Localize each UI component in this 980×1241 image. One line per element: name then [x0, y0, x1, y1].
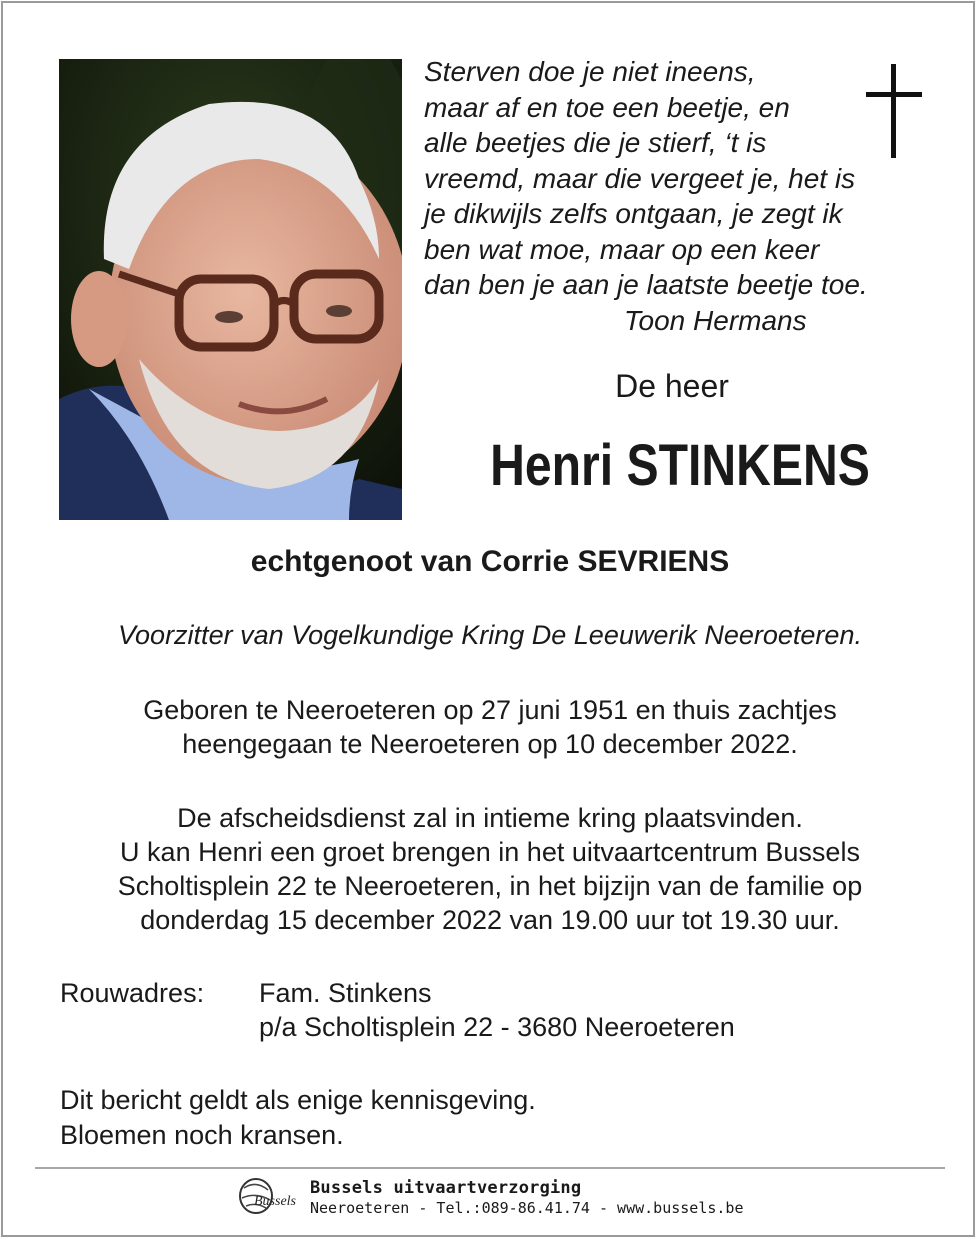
closing-notice: [60, 1083, 536, 1153]
cross-icon: [866, 64, 922, 158]
poem: [424, 54, 924, 338]
footer-divider: [35, 1167, 945, 1169]
poem-author: Toon Hermans: [624, 304, 807, 336]
address-line-2: p/a Scholtisplein 22 - 3680 Neeroeteren: [259, 1012, 735, 1042]
company-contact: Neeroeteren - Tel.:089-86.41.74 - www.bussels.be: [310, 1199, 744, 1217]
honorific: De heer: [615, 368, 729, 404]
company-name: Bussels uitvaartverzorging: [310, 1178, 582, 1198]
service-info: [0, 801, 980, 937]
service-line: Scholtisplein 22 te Neeroeteren, in het bijzijn van de familie op: [117, 871, 863, 901]
spouse-line: echtgenoot van Corrie SEVRIENS: [250, 545, 730, 578]
poem-line: dan ben je aan je laatste beetje toe.: [424, 269, 868, 300]
bussels-logo: [236, 1176, 302, 1216]
address-label: Rouwadres:: [60, 978, 205, 1008]
service-line: donderdag 15 december 2022 van 19.00 uur tot 19.30 uur.: [140, 905, 840, 935]
closing-line: Dit bericht geldt als enige kennisgeving.: [60, 1085, 536, 1115]
poem-line: je dikwijls zelfs ontgaan, je zegt ik: [424, 198, 843, 229]
deceased-name: Henri STINKENS: [490, 433, 870, 498]
service-line: U kan Henri een groet brengen in het uitvaartcentrum Bussels: [120, 837, 860, 867]
life-dates: [0, 693, 980, 761]
portrait-photo: [59, 59, 402, 520]
poem-line: vreemd, maar die vergeet je, het is: [424, 162, 856, 194]
life-line: Geboren te Neeroeteren op 27 juni 1951 en thuis zachtjes: [143, 695, 837, 725]
svg-text:Bussels: Bussels: [254, 1194, 296, 1209]
address-line-1: Fam. Stinkens: [259, 978, 432, 1008]
life-line: heengegaan te Neeroeteren op 10 december 2022.: [182, 729, 798, 759]
role-line: Voorzitter van Vogelkundige Kring De Leeuwerik Neeroeteren.: [118, 620, 862, 650]
poem-line: ben wat moe, maar op een keer: [424, 233, 820, 265]
closing-line: Bloemen noch kransen.: [60, 1120, 344, 1150]
poem-line: maar af en toe een beetje, en: [424, 91, 790, 123]
service-line: De afscheidsdienst zal in intieme kring plaatsvinden.: [177, 803, 803, 833]
poem-line: Sterven doe je niet ineens,: [424, 56, 756, 87]
footer: [310, 1178, 743, 1218]
poem-line: alle beetjes die je stierf, ‘t is: [424, 127, 767, 158]
